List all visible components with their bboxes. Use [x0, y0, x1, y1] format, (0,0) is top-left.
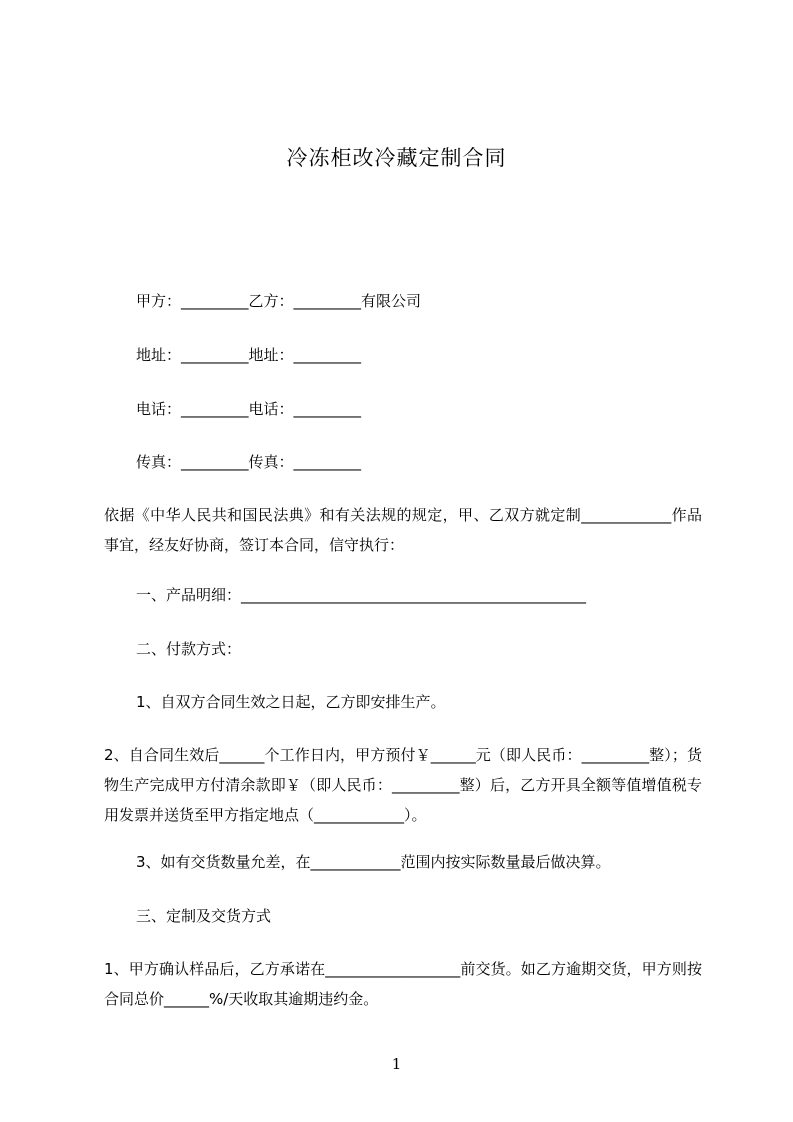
clause-3-1: 1、甲方确认样品后，乙方承诺在__________________前交货。如乙方逾期交货，甲方则按合同总价______%/天收取其逾期违约金。 — [104, 960, 702, 1008]
document-title: 冷冻柜改冷藏定制合同 — [286, 146, 507, 170]
clause-2-1: 1、自双方合同生效之日起，乙方即安排生产。 — [136, 693, 446, 711]
page-number: 1 — [391, 1055, 402, 1073]
clause-2-2: 2、自合同生效后______个工作日内，甲方预付￥______元（即人民币：_________整）；货物生产完成甲方付清余款即￥（即人民币：_________整）后，乙方开具全额等值增值税专用发票并送货至甲方指定地点（____________）。 — [104, 746, 702, 824]
fax-line: 传真：_________传真：_________ — [136, 453, 362, 471]
clause-2-3: 3、如有交货数量允差，在____________范围内按实际数量最后做决算。 — [136, 853, 611, 871]
intro-paragraph: 依据《中华人民共和国民法典》和有关法规的规定，甲、乙双方就定制____________作品事宜，经友好协商，签订本合同，信守执行： — [104, 506, 702, 554]
section-3-title: 三、定制及交货方式 — [136, 907, 272, 925]
section-2-title: 二、付款方式： — [136, 640, 242, 658]
party-line: 甲方：_________乙方：_________有限公司 — [136, 292, 422, 310]
phone-line: 电话：_________电话：_________ — [136, 400, 362, 418]
address-line: 地址：_________地址：_________ — [136, 346, 362, 364]
section-1-product-details: 一、产品明细：______________________________________________ — [136, 586, 587, 604]
